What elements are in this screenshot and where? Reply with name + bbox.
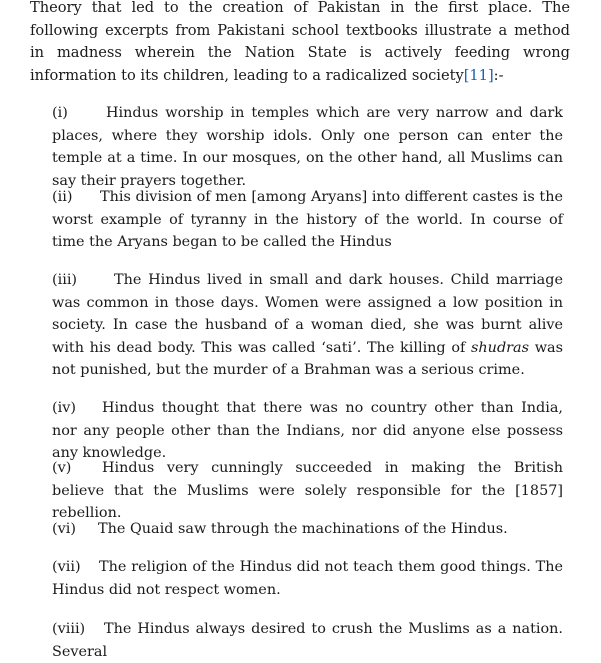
- item-number: (ii): [52, 189, 73, 205]
- item-text: The religion of the Hindus did not teach them good things. The Hindus did not respect women.: [52, 559, 563, 598]
- excerpt-item: [52, 186, 563, 254]
- item-text-a: The Hindus lived in small and dark houses. Child marriage was common in those days. Women were assigned a low position in society. In case the husband of a woman died, she was burnt alive with his dead body. This was called ‘sati’. The killing of: [52, 272, 563, 356]
- item-text: Hindus very cunningly succeeded in making the British believe that the Muslims were solely responsible for the [1857] rebellion.: [52, 460, 563, 522]
- footnote-link[interactable]: [11]: [463, 66, 494, 84]
- excerpt-item: [52, 457, 563, 525]
- item-italic: shudras: [471, 339, 530, 356]
- item-number: (iii): [52, 272, 78, 288]
- item-number: (viii): [52, 621, 86, 637]
- item-text: This division of men [among Aryans] into different castes is the worst example of tyranny in the history of the world. In course of time the Aryans began to be called the Hindus: [52, 189, 563, 251]
- excerpt-item: [52, 102, 563, 192]
- item-text: Hindus worship in temples which are very narrow and dark places, where they worship idols. Only one person can enter the temple at a time. In our mosques, on the other hand, all Muslims can say their prayers together.: [52, 105, 563, 189]
- item-text: Hindus thought that there was no country other than India, nor any people other than the Indians, nor did anyone else possess any knowledge.: [52, 400, 563, 462]
- excerpt-item: [52, 618, 563, 663]
- intro-tail: :-: [493, 66, 504, 84]
- item-number: (i): [52, 105, 68, 121]
- excerpt-item: [52, 556, 563, 601]
- intro-text: Theory that led to the creation of Pakistan in the first place. The following excerpts from Pakistani school textbooks illustrate a method in madness wherein the Nation State is actively feeding wrong information to its children, leading to a radicalized society: [30, 0, 570, 84]
- intro-paragraph: [30, 0, 570, 87]
- item-number: (v): [52, 460, 72, 476]
- excerpt-item: [52, 518, 563, 541]
- excerpt-item: [52, 269, 563, 382]
- item-number: (vi): [52, 521, 76, 537]
- item-number: (iv): [52, 400, 76, 416]
- item-number: (vii): [52, 559, 81, 575]
- excerpt-item: [52, 397, 563, 465]
- item-text: The Hindus always desired to crush the Muslims as a nation. Several: [52, 621, 563, 660]
- item-text: The Quaid saw through the machinations of the Hindus.: [98, 521, 508, 537]
- item-text-b: was not punished, but the murder of a Brahman was a serious crime.: [52, 339, 563, 379]
